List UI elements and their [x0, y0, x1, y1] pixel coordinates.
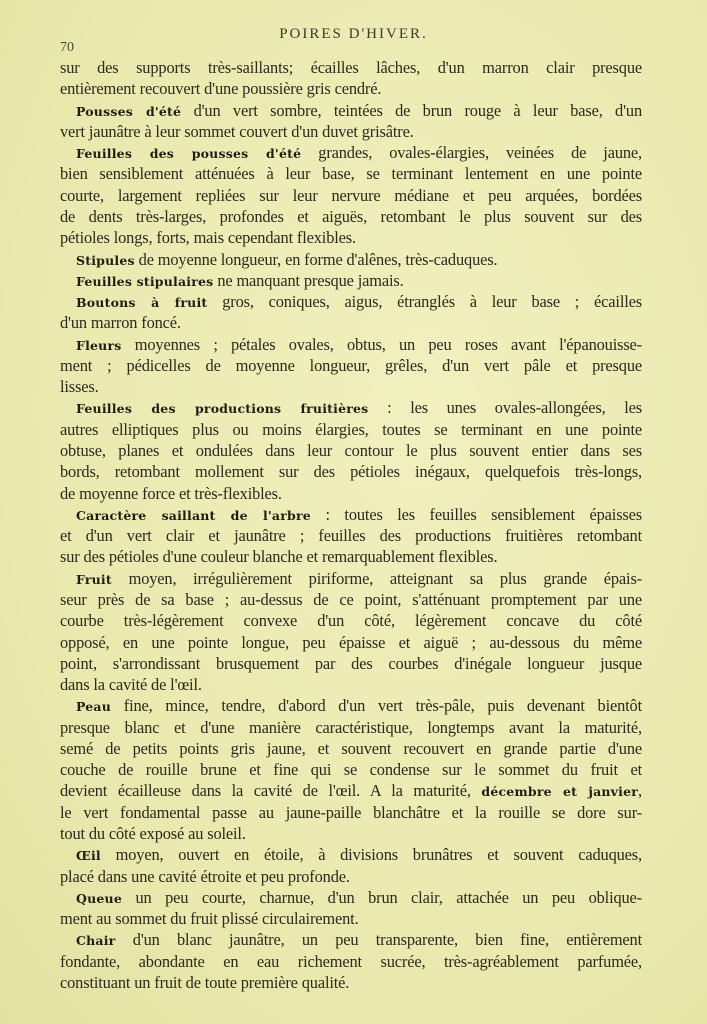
text-line [60, 313, 642, 333]
text-line [60, 292, 642, 312]
text-line [60, 228, 642, 248]
text-line [60, 590, 642, 610]
text-line [60, 867, 642, 887]
text-line [60, 441, 642, 461]
text-line [60, 547, 642, 567]
line-text: d'un vert sombre, teintées de brun rouge à leur base, d'un [181, 101, 642, 120]
text-line [60, 569, 642, 589]
line-text: bords, retombant mollement sur des pétioles inégaux, quelquefois très-longs, [60, 462, 642, 481]
text-line [60, 335, 642, 355]
text-line [60, 377, 642, 397]
line-text: moyennes ; pétales ovales, obtus, un peu roses avant l'épanouisse- [121, 335, 642, 354]
section-lead: Feuilles des pousses d'été [76, 146, 302, 161]
line-text: , [638, 781, 642, 800]
line-text: placé dans une cavité étroite et peu profonde. [60, 867, 350, 886]
line-text: couche de rouille brune et fine qui se condense sur le sommet du fruit et [60, 760, 642, 779]
bold-inline: décembre et janvier [481, 784, 639, 799]
text-line [60, 909, 642, 929]
section-lead: Pousses d'été [76, 104, 182, 119]
line-text: autres elliptiques plus ou moins élargies, toutes se terminant en une pointe [60, 420, 642, 439]
text-line [60, 696, 642, 716]
line-text: sur des supports très-saillants; écailles lâches, d'un marron clair presque [60, 58, 642, 77]
line-text: grandes, ovales-élargies, veinées de jaune, [301, 143, 642, 162]
line-text: : les unes ovales-allongées, les [368, 398, 642, 417]
line-text: fondante, abondante en eau richement sucrée, très-agréablement parfumée, [60, 952, 642, 971]
line-text: fine, mince, tendre, d'abord d'un vert très-pâle, puis devenant bientôt [111, 696, 642, 715]
text-line [60, 973, 642, 993]
section-lead: Feuilles des productions fruitières [76, 401, 369, 416]
line-text: lisses. [60, 377, 99, 396]
line-text: obtuse, planes et ondulées dans leur contour le plus souvent entier dans ses [60, 441, 642, 460]
text-line [60, 633, 642, 653]
line-text: de moyenne force et très-flexibles. [60, 484, 282, 503]
text-line [60, 58, 642, 78]
text-line [60, 250, 642, 270]
line-text: pétioles longs, forts, mais cependant flexibles. [60, 228, 356, 247]
line-text: : toutes les feuilles sensiblement épaisses [310, 505, 642, 524]
text-line [60, 718, 642, 738]
text-line [60, 845, 642, 865]
line-text: point, s'arrondissant brusquement par des courbes d'inégale longueur jusque [60, 654, 642, 673]
line-text: opposé, en une pointe longue, peu épaisse et aiguë ; au-dessous du même [60, 633, 642, 652]
line-text: seur près de sa base ; au-dessus de ce point, s'atténuant promptement par une [60, 590, 642, 609]
line-text: tout du côté exposé au soleil. [60, 824, 246, 843]
section-lead: Stipules [76, 253, 135, 268]
line-text: de moyenne longueur, en forme d'alênes, très-caduques. [134, 250, 498, 269]
section-lead: Chair [76, 933, 116, 948]
line-text: moyen, irrégulièrement piriforme, atteignant sa plus grande épais- [111, 569, 642, 588]
line-text: d'un blanc jaunâtre, un peu transparente, bien fine, entièrement [115, 930, 642, 949]
text-line [60, 271, 642, 291]
line-text: et d'un vert clair et jaunâtre ; feuilles des productions fruitières retombant [60, 526, 642, 545]
text-line [60, 803, 642, 823]
text-line [60, 930, 642, 950]
line-text: un peu courte, charnue, d'un brun clair, attachée un peu oblique- [121, 888, 642, 907]
text-line [60, 484, 642, 504]
section-lead: Fruit [76, 572, 112, 587]
line-text: courbe très-légèrement convexe d'un côté, légèrement concave du côté [60, 611, 642, 630]
line-text: gros, coniques, aigus, étranglés à leur base ; écailles [207, 292, 642, 311]
text-line [60, 143, 642, 163]
text-line [60, 122, 642, 142]
text-line [60, 101, 642, 121]
text-line [60, 760, 642, 780]
line-text: dans la cavité de l'œil. [60, 675, 202, 694]
section-lead: Œil [76, 848, 101, 863]
text-line [60, 952, 642, 972]
line-text: entièrement recouvert d'une poussière gris cendré. [60, 79, 382, 98]
text-line [60, 164, 642, 184]
text-line [60, 186, 642, 206]
section-lead: Boutons à fruit [76, 295, 208, 310]
line-text: sur des pétioles d'une couleur blanche et remarquablement flexibles. [60, 547, 498, 566]
line-text: le vert fondamental passe au jaune-paille blanchâtre et la rouille se dore sur- [60, 803, 642, 822]
page-number: 70 [60, 40, 74, 55]
line-text: devient écailleuse dans la cavité de l'œil. A la maturité, [60, 781, 482, 800]
text-line [60, 611, 642, 631]
section-lead: Feuilles stipulaires [76, 274, 214, 289]
line-text: de dents très-larges, profondes et aiguës, retombant le plus souvent sur des [60, 207, 642, 226]
text-line [60, 398, 642, 418]
line-text: ne manquant presque jamais. [213, 271, 404, 290]
line-text: bien sensiblement atténuées à leur base, se terminant lentement en une pointe [60, 164, 642, 183]
line-text: d'un marron foncé. [60, 313, 181, 332]
text-line [60, 526, 642, 546]
section-lead: Caractère saillant de l'arbre [76, 508, 311, 523]
line-text: vert jaunâtre à leur sommet couvert d'un duvet grisâtre. [60, 122, 414, 141]
text-line [60, 462, 642, 482]
text-line [60, 79, 642, 99]
line-text: constituant un fruit de toute première qualité. [60, 973, 350, 992]
line-text: moyen, ouvert en étoile, à divisions brunâtres et souvent caduques, [100, 845, 642, 864]
text-line [60, 207, 642, 227]
text-line [60, 824, 642, 844]
line-text: courte, largement repliées sur leur nervure médiane et peu arquées, bordées [60, 186, 642, 205]
text-line [60, 420, 642, 440]
text-line [60, 675, 642, 695]
text-line [60, 356, 642, 376]
line-text: semé de petits points gris jaune, et souvent recouvert en grande partie d'une [60, 739, 642, 758]
line-text: presque blanc et d'une manière caractéristique, longtemps avant la maturité, [60, 718, 642, 737]
running-head: POIRES D'HIVER. [279, 26, 428, 42]
text-line [60, 781, 642, 801]
section-lead: Peau [76, 699, 112, 714]
text-line [60, 654, 642, 674]
text-line [60, 505, 642, 525]
line-text: ment au sommet du fruit plissé circulairement. [60, 909, 359, 928]
text-line [60, 739, 642, 759]
text-line [60, 888, 642, 908]
section-lead: Fleurs [76, 338, 122, 353]
section-lead: Queue [76, 891, 122, 906]
line-text: ment ; pédicelles de moyenne longueur, grêles, d'un vert pâle et presque [60, 356, 642, 375]
